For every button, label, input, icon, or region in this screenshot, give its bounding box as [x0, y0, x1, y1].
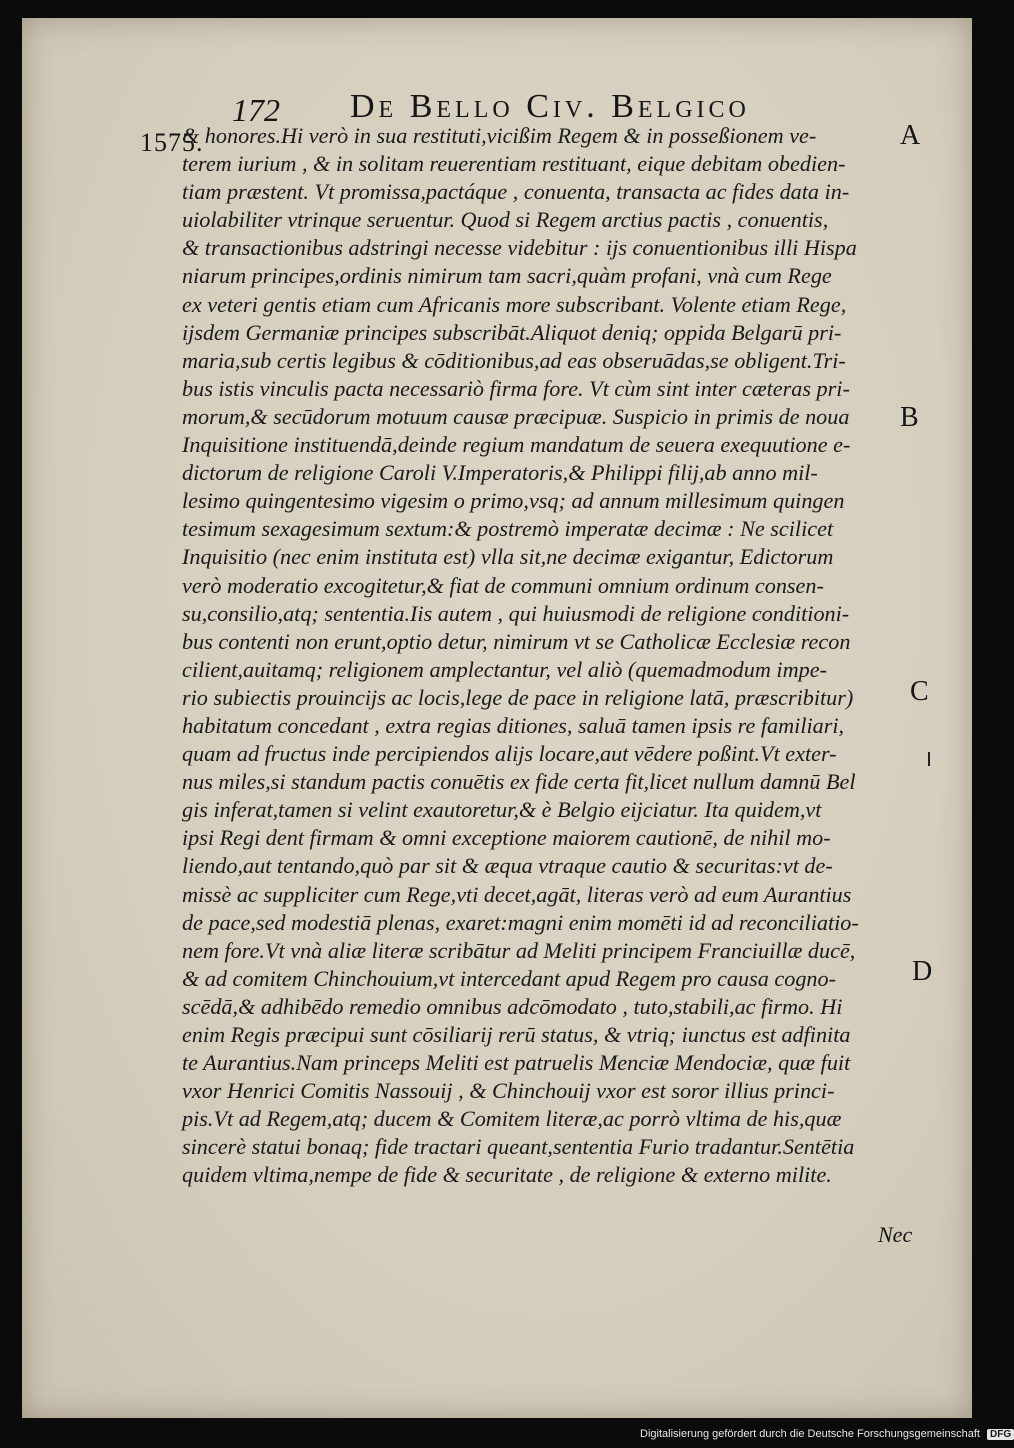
text-line: uiolabiliter vtrinque seruentur. Quod si Regem arctius pactis , conuentis,	[182, 207, 829, 233]
margin-letter-c: C	[910, 676, 929, 707]
text-line: nem fore.Vt vnà aliæ literæ scribātur ad Meliti principem Franciuillæ ducē,	[182, 937, 856, 963]
text-line: Inquisitio (nec enim instituta est) vlla sit,ne decimæ exigantur, Edictorum	[182, 544, 834, 570]
funding-credit: Digitalisierung gefördert durch die Deutsche Forschungsgemeinschaft	[640, 1428, 980, 1440]
text-line: niarum principes,ordinis nimirum tam sacri,quàm profani, vnà cum Rege	[182, 263, 832, 289]
text-line: missè ac suppliciter cum Rege,vti decet,agāt, literas verò ad eum Aurantius	[182, 881, 852, 907]
text-line: liendo,aut tentando,quò par sit & æqua vtraque cautio & securitas:vt de-	[182, 853, 833, 879]
text-line: lesimo quingentesimo vigesim o primo,vsq; ad annum millesimum quingen	[182, 488, 845, 514]
text-line: nus miles,si standum pactis conuētis ex fide certa fit,licet nullum damnū Bel	[182, 769, 856, 795]
text-line: enim Regis præcipui sunt cōsiliarij rerū status, & vtriq; iunctus est adfinita	[182, 1022, 851, 1047]
text-line: quam ad fructus inde percipiendos alijs locare,aut vēdere poßint.Vt exter-	[182, 741, 837, 767]
text-line: su,consilio,atq; sententia.Iis autem , qui huiusmodi de religione conditioni-	[182, 600, 850, 626]
text-line: de pace,sed modestiā plenas, exaret:magni enim momēti id ad reconciliatio-	[182, 909, 859, 935]
text-line: maria,sub certis legibus & cōditionibus,ad eas obseruādas,se obligent.Tri-	[182, 347, 846, 373]
text-body	[182, 122, 902, 1190]
text-line: verò moderatio excogitetur,& fiat de communi omnium ordinum consen-	[182, 572, 824, 598]
page-number: 172	[232, 92, 280, 128]
text-line: morum,& secūdorum motuum causæ præcipuæ. Suspicio in primis de noua	[182, 403, 850, 429]
catchword: Nec	[878, 1222, 913, 1247]
text-line: cilient,auitamq; religionem amplectantur, vel aliò (quemadmodum impe-	[182, 656, 827, 682]
margin-letter-b: B	[900, 402, 919, 433]
text-line: habitatum concedant , extra regias ditiones, saluā tamen ipsis re familiari,	[182, 712, 845, 738]
text-line: Inquisitione instituendā,deinde regium mandatum de seuera exequutione e-	[182, 432, 851, 458]
text-line: te Aurantius.Nam princeps Meliti est patruelis Menciæ Mendociæ, quæ fuit	[182, 1050, 851, 1076]
text-line: quidem vltima,nempe de fide & securitate , de religione & externo milite.	[182, 1162, 832, 1188]
text-line: terem iurium , & in solitam reuerentiam restituant, eique debitam obedien-	[182, 151, 846, 177]
text-line: rio subiectis prouincijs ac locis,lege de pace in religione latā, præscribitur)	[182, 684, 854, 710]
text-line: tesimum sexagesimum sextum:& postremò imperatæ decimæ : Ne scilicet	[182, 516, 834, 542]
margin-year: 1575.	[140, 128, 204, 157]
text-line: bus contenti non erunt,optio detur, nimirum vt se Catholicæ Ecclesiæ recon	[182, 628, 851, 654]
margin-mark	[928, 752, 944, 766]
footer-credit	[640, 1428, 1014, 1440]
margin-letter-a: A	[900, 120, 921, 151]
text-line: pis.Vt ad Regem,atq; ducem & Comitem literæ,ac porrò vltima de his,quæ	[182, 1106, 842, 1132]
text-line: ijsdem Germaniæ principes subscribāt.Aliquot deniq; oppida Belgarū pri-	[182, 319, 842, 345]
text-line: sincerè statui bonaq; fide tractari queant,sententia Furio tradantur.Sentētia	[182, 1134, 855, 1160]
text-line: & transactionibus adstringi necesse videbitur : ijs conuentionibus illi Hispa	[182, 235, 857, 261]
text-line: ex veteri gentis etiam cum Africanis more subscribant. Volente etiam Rege,	[182, 291, 847, 317]
text-line: scēdā,& adhibēdo remedio omnibus adcōmodato , tuto,stabili,ac firmo. Hi	[182, 993, 843, 1019]
margin-letter-d: D	[912, 956, 933, 987]
text-line: ipsi Regi dent firmam & omni exceptione maiorem cautionē, de nihil mo-	[182, 825, 831, 851]
dfg-logo-icon: DFG	[987, 1429, 1014, 1440]
text-line: & ad comitem Chinchouium,vt intercedant apud Regem pro causa cogno-	[182, 965, 836, 991]
text-line: tiam præstent. Vt promissa,pactáque , conuenta, transacta ac fides data in-	[182, 179, 850, 205]
running-head: De Bello Civ. Belgico	[350, 88, 750, 125]
text-line: bus istis vinculis pacta necessariò firma fore. Vt cùm sint inter cæteras pri-	[182, 375, 850, 401]
text-line: & honores.Hi verò in sua restituti,vicißim Regem & in posseßionem ve-	[182, 123, 817, 148]
text-line: vxor Henrici Comitis Nassouij , & Chinchouij vxor est soror illius princi-	[182, 1078, 835, 1104]
text-line: dictorum de religione Caroli V.Imperatoris,& Philippi filij,ab anno mil-	[182, 460, 818, 486]
text-line: gis inferat,tamen si velint exautoretur,& è Belgio eijciatur. Ita quidem,vt	[182, 797, 822, 823]
